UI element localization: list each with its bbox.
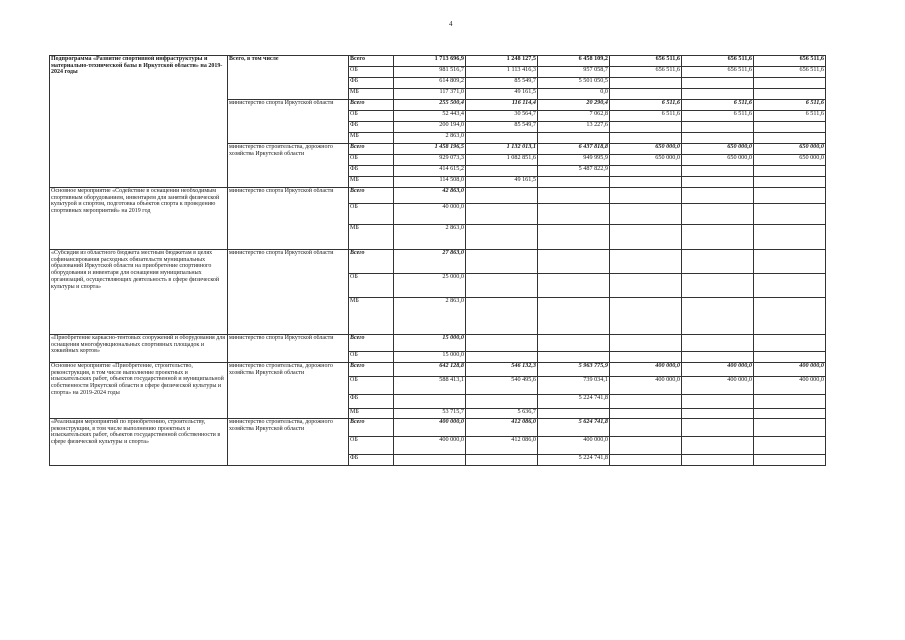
value-cell — [682, 409, 754, 419]
value-cell: 540 495,6 — [466, 377, 538, 395]
value-cell: 117 371,0 — [394, 89, 466, 100]
funding-source-cell: Всего — [349, 419, 394, 437]
value-cell: 656 511,6 — [610, 56, 682, 67]
value-cell — [610, 419, 682, 437]
value-cell — [754, 133, 826, 144]
value-cell — [394, 455, 466, 466]
value-cell: 255 500,4 — [394, 100, 466, 111]
value-cell — [682, 298, 754, 335]
value-cell: 27 863,0 — [394, 250, 466, 274]
value-cell — [682, 133, 754, 144]
value-cell: 5 636,7 — [466, 409, 538, 419]
funding-source-cell: ОБ — [349, 274, 394, 298]
value-cell: 42 863,0 — [394, 188, 466, 204]
value-cell — [754, 409, 826, 419]
table-row — [50, 250, 826, 274]
funding-source-cell: ФБ — [349, 395, 394, 409]
value-cell — [610, 166, 682, 177]
value-cell: 6 437 818,8 — [538, 144, 610, 155]
value-cell: 400 000,0 — [394, 419, 466, 437]
funding-source-cell: ОБ — [349, 111, 394, 122]
value-cell: 52 443,4 — [394, 111, 466, 122]
value-cell: 15 000,0 — [394, 335, 466, 352]
value-cell — [466, 395, 538, 409]
value-cell: 400 000,0 — [394, 437, 466, 455]
value-cell — [754, 78, 826, 89]
funding-source-cell: ФБ — [349, 78, 394, 89]
value-cell — [754, 89, 826, 100]
funding-source-cell: Всего — [349, 250, 394, 274]
value-cell: 414 615,2 — [394, 166, 466, 177]
value-cell: 2 863,0 — [394, 225, 466, 250]
value-cell — [754, 250, 826, 274]
value-cell — [682, 122, 754, 133]
value-cell: 20 290,4 — [538, 100, 610, 111]
executor-cell: министерство спорта Иркутской области — [228, 335, 349, 363]
value-cell — [466, 188, 538, 204]
value-cell — [610, 298, 682, 335]
value-cell — [682, 352, 754, 363]
value-cell: 6 511,6 — [610, 111, 682, 122]
budget-table-container — [49, 55, 825, 466]
value-cell: 1 113 416,3 — [466, 67, 538, 78]
value-cell — [610, 225, 682, 250]
value-cell — [682, 166, 754, 177]
value-cell — [466, 166, 538, 177]
value-cell: 6 511,6 — [754, 100, 826, 111]
value-cell — [610, 204, 682, 225]
value-cell — [538, 250, 610, 274]
table-row — [50, 363, 826, 377]
value-cell — [610, 133, 682, 144]
funding-source-cell: МБ — [349, 89, 394, 100]
value-cell — [538, 298, 610, 335]
value-cell: 5 624 741,8 — [538, 419, 610, 437]
value-cell: 2 863,0 — [394, 133, 466, 144]
funding-source-cell: Всего — [349, 335, 394, 352]
value-cell — [754, 335, 826, 352]
value-cell — [610, 352, 682, 363]
value-cell: 981 516,7 — [394, 67, 466, 78]
executor-cell: министерство спорта Иркутской области — [228, 100, 349, 144]
executor-cell: министерство спорта Иркутской области — [228, 188, 349, 250]
value-cell — [754, 395, 826, 409]
value-cell: 614 809,2 — [394, 78, 466, 89]
funding-source-cell: ФБ — [349, 122, 394, 133]
value-cell — [754, 298, 826, 335]
value-cell: 114 508,0 — [394, 177, 466, 188]
funding-source-cell: Всего — [349, 144, 394, 155]
program-name-cell: «Приобретение каркасно-тентовых сооружений и оборудования для оснащения многофункциональных спортивных площадок и хоккейных кортов» — [50, 335, 228, 363]
value-cell: 400 000,0 — [754, 363, 826, 377]
value-cell — [682, 250, 754, 274]
value-cell: 6 511,6 — [682, 111, 754, 122]
value-cell — [610, 455, 682, 466]
value-cell: 650 000,0 — [682, 144, 754, 155]
value-cell — [754, 352, 826, 363]
value-cell: 30 564,7 — [466, 111, 538, 122]
value-cell — [538, 133, 610, 144]
value-cell: 656 511,6 — [754, 67, 826, 78]
funding-source-cell: ОБ — [349, 377, 394, 395]
value-cell — [754, 437, 826, 455]
value-cell — [682, 274, 754, 298]
funding-source-cell: ОБ — [349, 352, 394, 363]
value-cell — [538, 204, 610, 225]
funding-source-cell: МБ — [349, 177, 394, 188]
value-cell — [754, 122, 826, 133]
value-cell — [538, 177, 610, 188]
value-cell: 650 000,0 — [754, 144, 826, 155]
value-cell — [610, 122, 682, 133]
value-cell: 400 000,0 — [610, 363, 682, 377]
value-cell: 957 058,7 — [538, 67, 610, 78]
value-cell — [394, 395, 466, 409]
value-cell: 949 995,9 — [538, 155, 610, 166]
value-cell — [682, 455, 754, 466]
value-cell: 40 000,0 — [394, 204, 466, 225]
value-cell — [610, 89, 682, 100]
value-cell — [754, 274, 826, 298]
table-row — [50, 419, 826, 437]
value-cell: 656 511,6 — [682, 56, 754, 67]
value-cell — [682, 395, 754, 409]
value-cell: 412 086,0 — [466, 437, 538, 455]
funding-source-cell: Всего — [349, 56, 394, 67]
value-cell — [682, 419, 754, 437]
value-cell: 400 000,0 — [754, 377, 826, 395]
value-cell: 656 511,6 — [682, 67, 754, 78]
program-name-cell: «Реализация мероприятий по приобретению, строительству, реконструкции, в том числе выполнению проектных и изыскательских работ, объектов государственной собственности в сфере физической культуры и спорта» — [50, 419, 228, 466]
value-cell — [610, 409, 682, 419]
value-cell — [754, 188, 826, 204]
funding-source-cell: ОБ — [349, 437, 394, 455]
value-cell: 642 128,8 — [394, 363, 466, 377]
funding-source-cell: МБ — [349, 409, 394, 419]
value-cell: 588 413,1 — [394, 377, 466, 395]
value-cell: 739 034,1 — [538, 377, 610, 395]
value-cell — [466, 250, 538, 274]
program-name-cell: Основное мероприятие «Приобретение, строительство, реконструкция, в том числе выполнение проектных и изыскательских работ, объектов государственной и муниципальной собственности Иркутской области в сфере физической культуры и спорта» на 2019-2024 годы — [50, 363, 228, 419]
value-cell — [754, 455, 826, 466]
value-cell — [754, 225, 826, 250]
value-cell: 412 086,0 — [466, 419, 538, 437]
funding-source-cell: МБ — [349, 298, 394, 335]
value-cell — [682, 335, 754, 352]
value-cell — [754, 419, 826, 437]
value-cell: 13 227,6 — [538, 122, 610, 133]
value-cell — [466, 298, 538, 335]
executor-cell: министерство строительства, дорожного хозяйства Иркутской области — [228, 419, 349, 466]
value-cell — [538, 188, 610, 204]
value-cell — [610, 395, 682, 409]
value-cell: 7 062,8 — [538, 111, 610, 122]
value-cell — [538, 274, 610, 298]
value-cell — [682, 225, 754, 250]
funding-source-cell: МБ — [349, 225, 394, 250]
value-cell: 1 082 851,6 — [466, 155, 538, 166]
value-cell: 53 715,7 — [394, 409, 466, 419]
funding-source-cell: Всего — [349, 363, 394, 377]
value-cell: 1 458 196,5 — [394, 144, 466, 155]
value-cell: 400 000,0 — [610, 377, 682, 395]
value-cell — [466, 225, 538, 250]
value-cell: 929 073,3 — [394, 155, 466, 166]
value-cell: 2 863,0 — [394, 298, 466, 335]
value-cell — [610, 437, 682, 455]
value-cell — [466, 455, 538, 466]
value-cell — [682, 188, 754, 204]
value-cell: 1 248 127,5 — [466, 56, 538, 67]
value-cell — [538, 352, 610, 363]
value-cell: 25 000,0 — [394, 274, 466, 298]
value-cell — [538, 335, 610, 352]
executor-cell: Всего, в том числе — [228, 56, 349, 100]
value-cell — [682, 204, 754, 225]
value-cell: 5 487 822,9 — [538, 166, 610, 177]
value-cell — [466, 204, 538, 225]
funding-source-cell: Всего — [349, 188, 394, 204]
executor-cell: министерство строительства, дорожного хозяйства Иркутской области — [228, 144, 349, 188]
value-cell — [682, 78, 754, 89]
value-cell: 5 963 775,9 — [538, 363, 610, 377]
funding-source-cell: ФБ — [349, 166, 394, 177]
value-cell — [466, 352, 538, 363]
page-number: 4 — [449, 20, 453, 28]
value-cell — [682, 177, 754, 188]
value-cell: 400 000,0 — [538, 437, 610, 455]
value-cell — [610, 335, 682, 352]
funding-source-cell: ОБ — [349, 204, 394, 225]
value-cell: 6 511,6 — [682, 100, 754, 111]
table-row — [50, 188, 826, 204]
value-cell: 5 224 741,8 — [538, 455, 610, 466]
value-cell — [610, 188, 682, 204]
funding-source-cell: МБ — [349, 133, 394, 144]
value-cell — [754, 204, 826, 225]
value-cell — [754, 166, 826, 177]
funding-source-cell: ФБ — [349, 455, 394, 466]
value-cell: 0,0 — [538, 89, 610, 100]
value-cell: 6 511,6 — [754, 111, 826, 122]
value-cell — [754, 177, 826, 188]
value-cell: 15 000,0 — [394, 352, 466, 363]
value-cell — [538, 225, 610, 250]
value-cell: 5 224 741,8 — [538, 395, 610, 409]
value-cell: 650 000,0 — [682, 155, 754, 166]
funding-source-cell: Всего — [349, 100, 394, 111]
value-cell — [466, 274, 538, 298]
value-cell: 546 132,3 — [466, 363, 538, 377]
value-cell: 400 000,0 — [682, 363, 754, 377]
value-cell — [682, 89, 754, 100]
value-cell: 49 161,5 — [466, 89, 538, 100]
value-cell — [538, 409, 610, 419]
value-cell — [610, 250, 682, 274]
program-name-cell: «Субсидия из областного бюджета местным бюджетам в целях софинансирования расходных обязательств муниципальных образований Иркутской области на приобретение спортивного оборудования и инвентаря для оснащения муниципальных организаций, осуществляющих деятельность в сфере физической культуры и спорта» — [50, 250, 228, 335]
value-cell: 49 161,5 — [466, 177, 538, 188]
value-cell — [682, 437, 754, 455]
value-cell: 85 549,7 — [466, 78, 538, 89]
table-row — [50, 335, 826, 352]
value-cell: 650 000,0 — [754, 155, 826, 166]
value-cell: 650 000,0 — [610, 155, 682, 166]
budget-table — [49, 55, 826, 466]
value-cell: 400 000,0 — [682, 377, 754, 395]
table-row — [50, 56, 826, 67]
value-cell — [610, 274, 682, 298]
funding-source-cell: ОБ — [349, 67, 394, 78]
value-cell: 85 549,7 — [466, 122, 538, 133]
value-cell: 6 511,6 — [610, 100, 682, 111]
value-cell: 650 000,0 — [610, 144, 682, 155]
value-cell: 200 194,0 — [394, 122, 466, 133]
value-cell: 116 114,4 — [466, 100, 538, 111]
funding-source-cell: ОБ — [349, 155, 394, 166]
value-cell: 656 511,6 — [610, 67, 682, 78]
value-cell: 656 511,6 — [754, 56, 826, 67]
value-cell — [610, 78, 682, 89]
value-cell: 5 501 050,5 — [538, 78, 610, 89]
value-cell: 1 132 013,1 — [466, 144, 538, 155]
budget-table-body — [50, 56, 826, 466]
value-cell — [466, 133, 538, 144]
value-cell — [466, 335, 538, 352]
program-name-cell: Основное мероприятие «Содействие в оснащении необходимым спортивным оборудованием, инвентарем для занятий физической культурой и спортом, подготовка объектов спорта к проведению спортивных мероприятий» на 2019 год — [50, 188, 228, 250]
program-name-cell: Подпрограмма «Развитие спортивной инфраструктуры и материально-технической базы в Иркутской области» на 2019-2024 годы — [50, 56, 228, 188]
executor-cell: министерство строительства, дорожного хозяйства Иркутской области — [228, 363, 349, 419]
value-cell — [610, 177, 682, 188]
value-cell: 1 713 696,9 — [394, 56, 466, 67]
executor-cell: министерство спорта Иркутской области — [228, 250, 349, 335]
value-cell: 6 458 109,2 — [538, 56, 610, 67]
